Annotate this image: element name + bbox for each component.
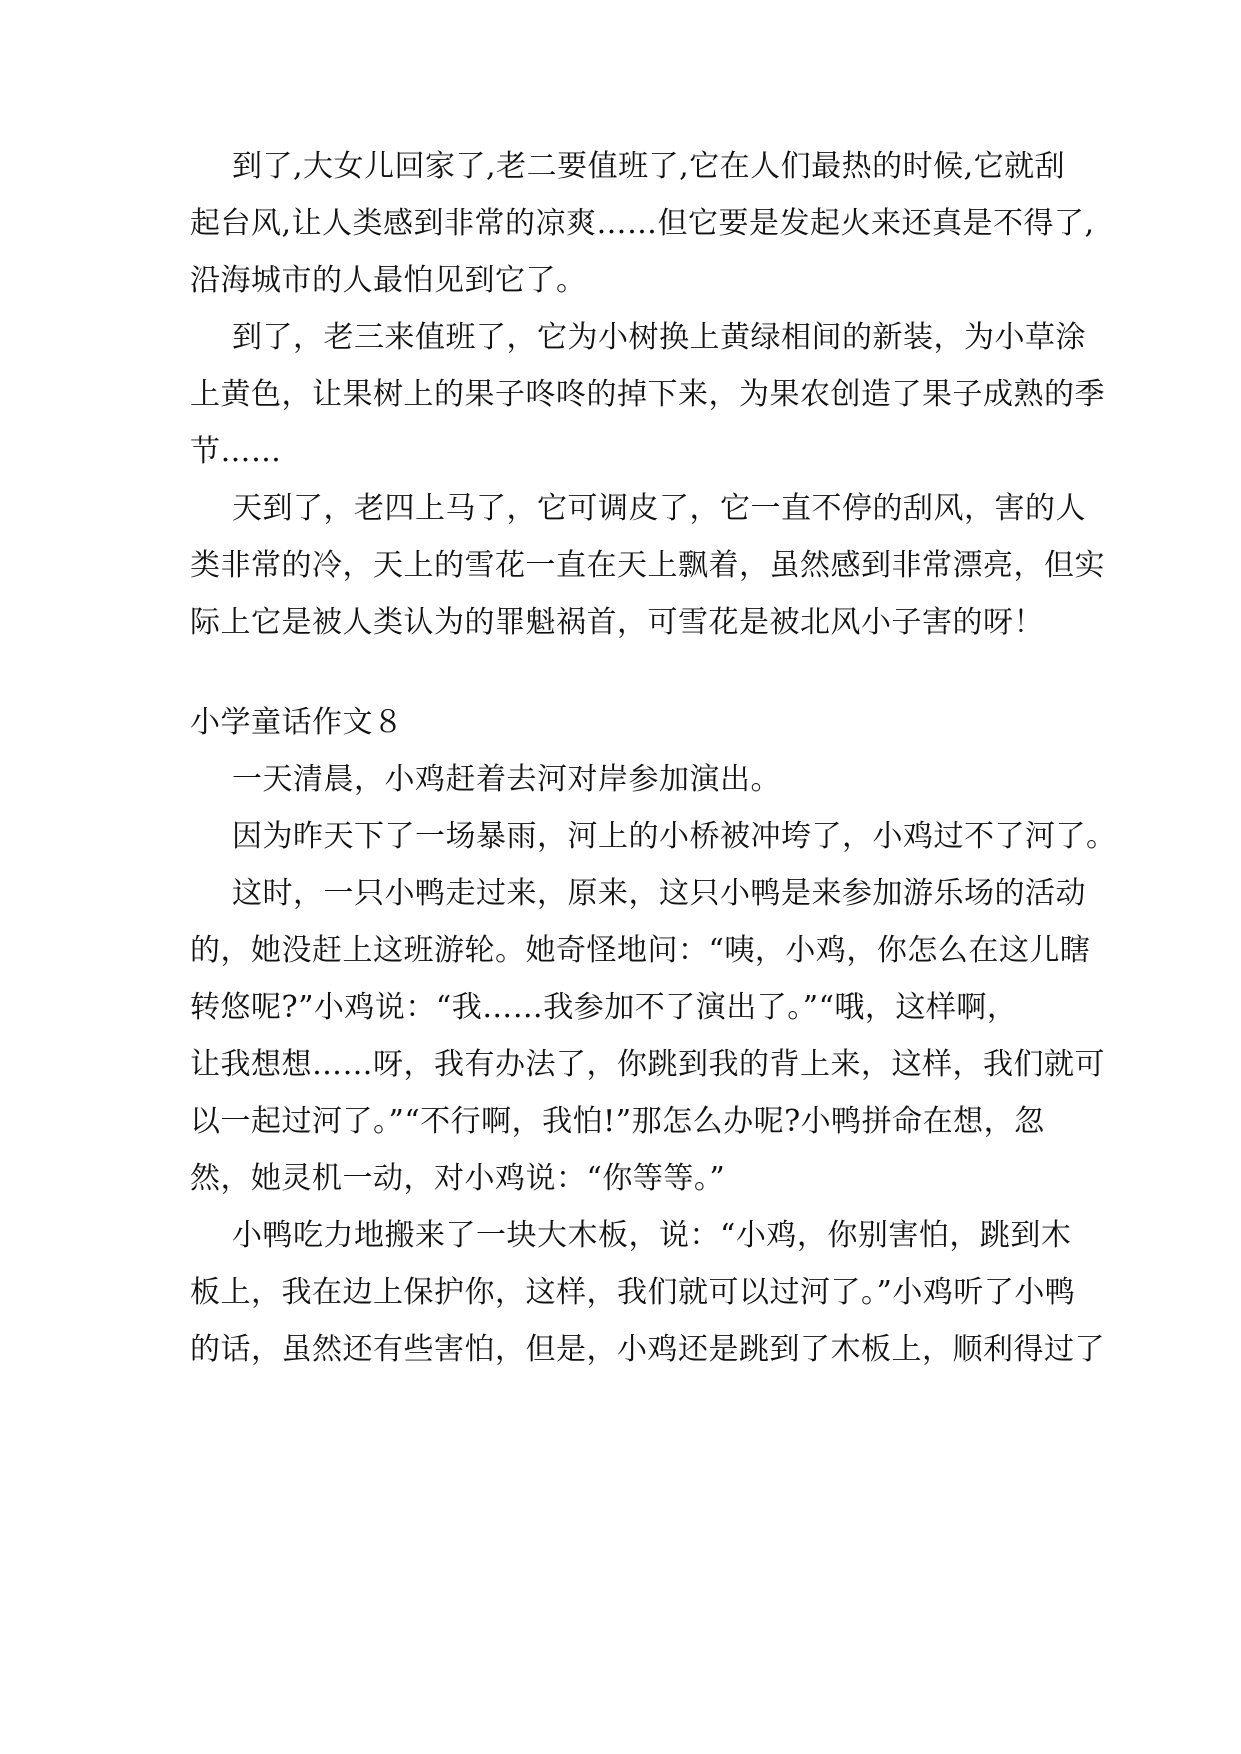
paragraph-line: 一天清晨，小鸡赶着去河对岸参加演出。 <box>232 762 781 797</box>
paragraph-line: 然，她灵机一动，对小鸡说：“你等等。” <box>190 1161 726 1196</box>
paragraph-line: 让我想想……呀，我有办法了，你跳到我的背上来，这样，我们就可 <box>190 1047 1105 1082</box>
paragraph-line: 节…… <box>190 434 282 469</box>
paragraph-line: 起台风,让人类感到非常的凉爽……但它要是发起火来还真是不得了, <box>190 206 1095 241</box>
paragraph-line: 的，她没赶上这班游轮。她奇怪地问：“咦，小鸡，你怎么在这儿瞎 <box>190 933 1091 968</box>
section-heading: 小学童话作文８ <box>190 705 404 740</box>
paragraph-line: 板上，我在边上保护你，这样，我们就可以过河了。”小鸡听了小鸭 <box>190 1275 1076 1310</box>
paragraph-line: 这时，一只小鸭走过来，原来，这只小鸭是来参加游乐场的活动 <box>232 876 1086 911</box>
paragraph-line: 沿海城市的人最怕见到它了。 <box>190 263 587 298</box>
paragraph-line: 上黄色，让果树上的果子咚咚的掉下来，为果农创造了果子成熟的季 <box>190 377 1105 412</box>
paragraph-line: 际上它是被人类认为的罪魁祸首，可雪花是被北风小子害的呀！ <box>190 605 1044 640</box>
paragraph-line: 转悠呢?”小鸡说：“我……我参加不了演出了。”“哦，这样啊， <box>190 990 1018 1025</box>
paragraph-line: 因为昨天下了一场暴雨，河上的小桥被冲垮了，小鸡过不了河了。 <box>232 819 1117 854</box>
paragraph-line: 类非常的冷，天上的雪花一直在天上飘着，虽然感到非常漂亮，但实 <box>190 548 1105 583</box>
paragraph-line: 到了，老三来值班了，它为小树换上黄绿相间的新装，为小草涂 <box>232 320 1086 355</box>
paragraph-line: 以一起过河了。”“不行啊，我怕!”那怎么办呢?小鸭拼命在想，忽 <box>190 1104 1045 1139</box>
paragraph-line: 小鸭吃力地搬来了一块大木板，说：“小鸡，你别害怕，跳到木 <box>232 1218 1072 1253</box>
paragraph-line: 天到了，老四上马了，它可调皮了，它一直不停的刮风，害的人 <box>232 491 1086 526</box>
paragraph-line: 到了,大女儿回家了,老二要值班了,它在人们最热的时候,它就刮 <box>232 149 1066 184</box>
paragraph-line: 的话，虽然还有些害怕，但是，小鸡还是跳到了木板上，顺利得过了 <box>190 1332 1105 1367</box>
